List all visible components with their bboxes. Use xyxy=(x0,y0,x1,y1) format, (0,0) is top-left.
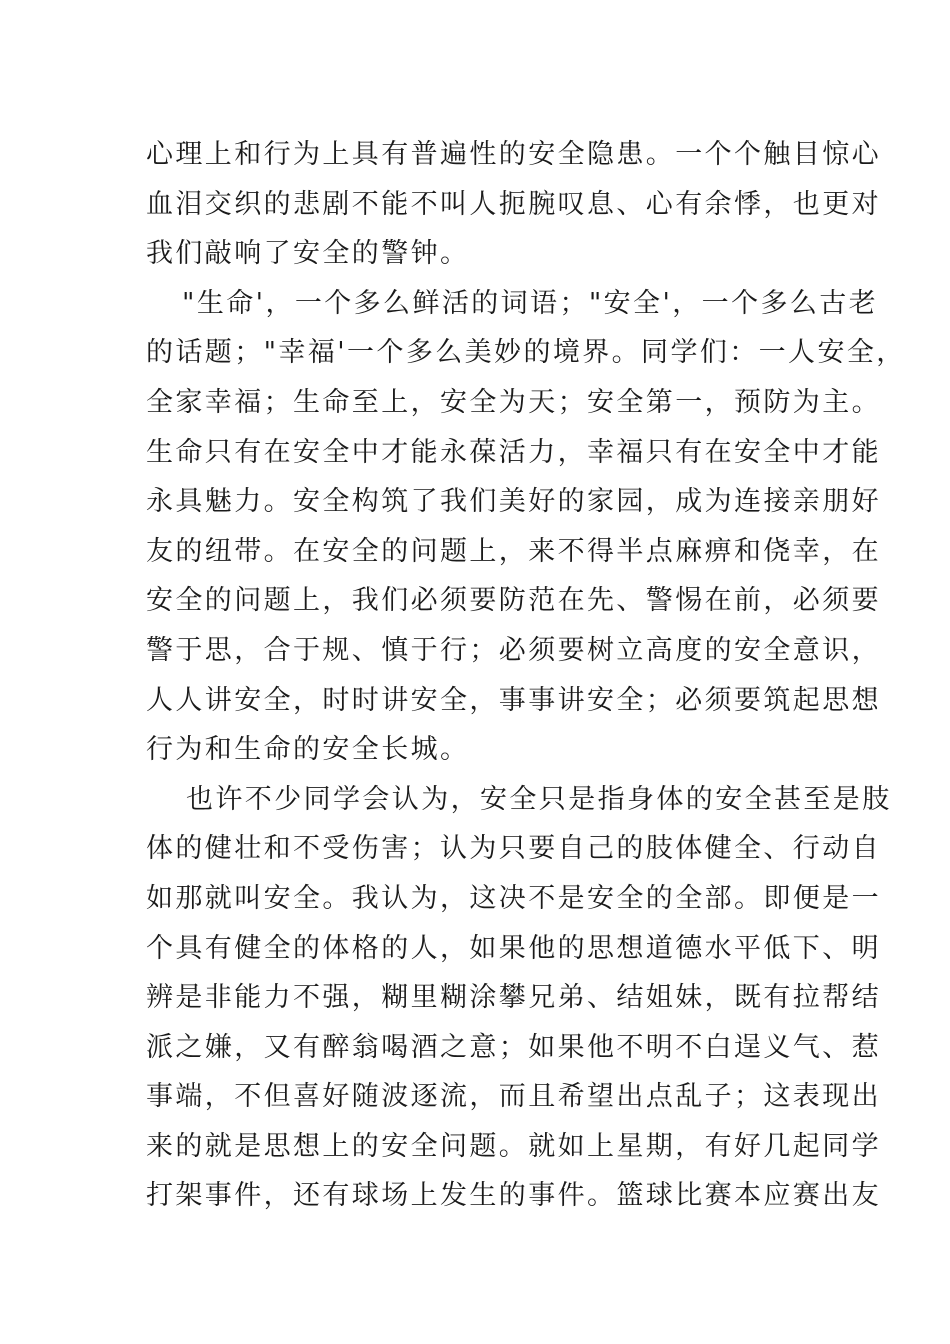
text-line: 体的健壮和不受伤害；认为只要自己的肢体健全、行动自 xyxy=(146,833,881,865)
text-line: 血泪交织的悲剧不能不叫人扼腕叹息、心有余悸，也更对 xyxy=(146,188,881,220)
text-line: 辨是非能力不强，糊里糊涂攀兄弟、结姐妹，既有拉帮结 xyxy=(146,982,881,1014)
text-line: 警于思，合于规、慎于行；必须要树立高度的安全意识， xyxy=(146,634,881,666)
text-line: 心理上和行为上具有普遍性的安全隐患。一个个触目惊心 xyxy=(146,139,881,170)
text-line: 个具有健全的体格的人，如果他的思想道德水平低下、明 xyxy=(146,932,881,964)
paragraph-1 xyxy=(146,130,881,279)
text-line: 人人讲安全，时时讲安全，事事讲安全；必须要筑起思想 xyxy=(146,684,881,716)
text-line: "生命'，一个多么鲜活的词语；"安全'，一个多么古老 xyxy=(182,287,879,319)
paragraph-3 xyxy=(146,775,892,1221)
body-text xyxy=(146,130,906,1221)
text-line: 我们敲响了安全的警钟。 xyxy=(146,238,470,270)
text-line: 派之嫌，又有醉翁喝酒之意；如果他不明不白逞义气、惹 xyxy=(146,1031,881,1063)
paragraph-2 xyxy=(146,279,906,775)
text-line: 打架事件，还有球场上发生的事件。篮球比赛本应赛出友 xyxy=(146,1180,881,1212)
text-line: 也许不少同学会认为，安全只是指身体的安全甚至是肢 xyxy=(186,783,892,815)
text-line: 生命只有在安全中才能永葆活力，幸福只有在安全中才能 xyxy=(146,436,881,468)
text-line: 安全的问题上，我们必须要防范在先、警惕在前，必须要 xyxy=(146,585,881,617)
text-line: 事端，不但喜好随波逐流，而且希望出点乱子；这表现出 xyxy=(146,1081,881,1113)
text-line: 友的纽带。在安全的问题上，来不得半点麻痹和侥幸，在 xyxy=(146,535,881,567)
text-line: 永具魅力。安全构筑了我们美好的家园，成为连接亲朋好 xyxy=(146,486,881,518)
text-line: 行为和生命的安全长城。 xyxy=(146,734,470,766)
text-line: 来的就是思想上的安全问题。就如上星期，有好几起同学 xyxy=(146,1130,881,1162)
text-line: 的话题；"幸福'一个多么美妙的境界。同学们：一人安全， xyxy=(146,337,906,369)
text-line: 如那就叫安全。我认为，这决不是安全的全部。即便是一 xyxy=(146,882,881,914)
text-line: 全家幸福；生命至上，安全为天；安全第一，预防为主。 xyxy=(146,386,881,418)
